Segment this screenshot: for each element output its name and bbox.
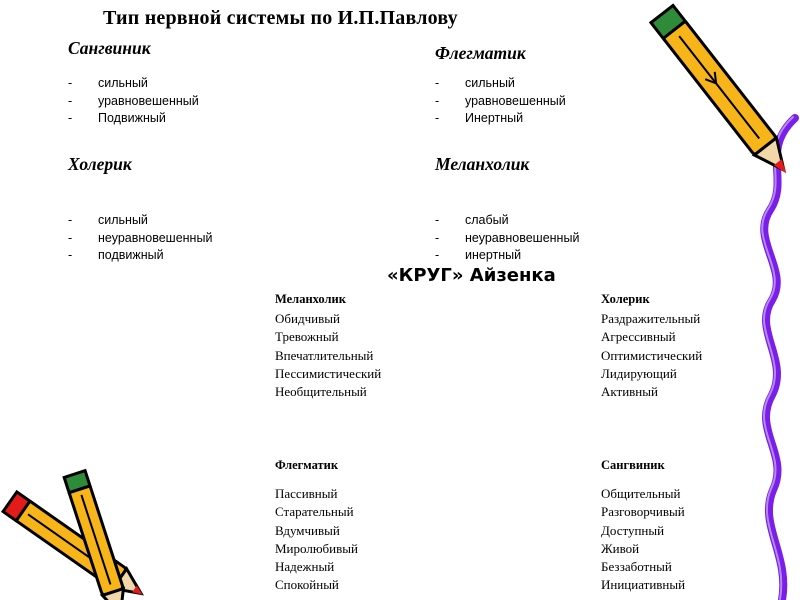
page-title: Тип нервной системы по И.П.Павлову [103,7,458,29]
trait-item: Раздражительный [601,311,701,326]
trait-item: Доступный [601,522,665,538]
trait-item: Старательный [275,504,354,520]
pavlov-sanguine-heading: Сангвиник [68,38,151,58]
eysenck-sanguine-heading: Сангвиник [601,458,665,472]
trait-item: Впечатлительный [275,347,374,363]
trait-item: Беззаботный [601,559,672,575]
trait-item: Вдумчивый [275,522,340,538]
trait-item: Спокойный [275,577,339,593]
trait-item: - сильный [435,75,566,93]
trait-item: - инертный [435,247,579,265]
trait-item: Общительный [601,486,681,501]
trait-item: Надежный [275,559,335,575]
trait-item: Пассивный [275,486,338,501]
pencil-icon [651,5,797,181]
trait-item: Обидчивый [275,311,340,326]
trait-item: Миролюбивый [275,540,358,556]
trait-item: - неуравновешенный [68,230,212,248]
trait-item: Инициативный [601,577,686,593]
trait-item: Агрессивный [601,329,676,345]
trait-item: - сильный [68,75,199,93]
trait-item: Живой [601,540,640,556]
trait-item: - Подвижный [68,110,199,128]
eysenck-choleric-heading: Холерик [601,292,650,306]
eysenck-circle-heading: «КРУГ» Айзенка [387,265,556,286]
trait-item: - Инертный [435,110,566,128]
trait-item: Активный [601,384,658,400]
trait-item: Тревожный [275,329,339,345]
pavlov-melancholic-heading: Меланхолик [435,154,530,174]
pavlov-phlegmatic-heading: Флегматик [435,43,526,63]
trait-item: Пессимистический [275,365,382,381]
trait-item: Оптимистический [601,347,703,363]
trait-item: Разговорчивый [601,504,685,520]
trait-item: - подвижный [68,247,212,265]
eysenck-melancholic-heading: Меланхолик [275,292,346,306]
eysenck-phlegmatic-heading: Флегматик [275,458,339,472]
trait-item: Лидирующий [601,365,677,381]
trait-item: - уравновешенный [435,93,566,111]
pavlov-choleric-heading: Холерик [68,154,132,174]
trait-item: - уравновешенный [68,93,199,111]
crossed-pencils-icon [3,471,149,600]
trait-item: - неуравновешенный [435,230,579,248]
trait-item: - слабый [435,212,579,230]
trait-item: Необщительный [275,384,367,400]
trait-item: - сильный [68,212,212,230]
